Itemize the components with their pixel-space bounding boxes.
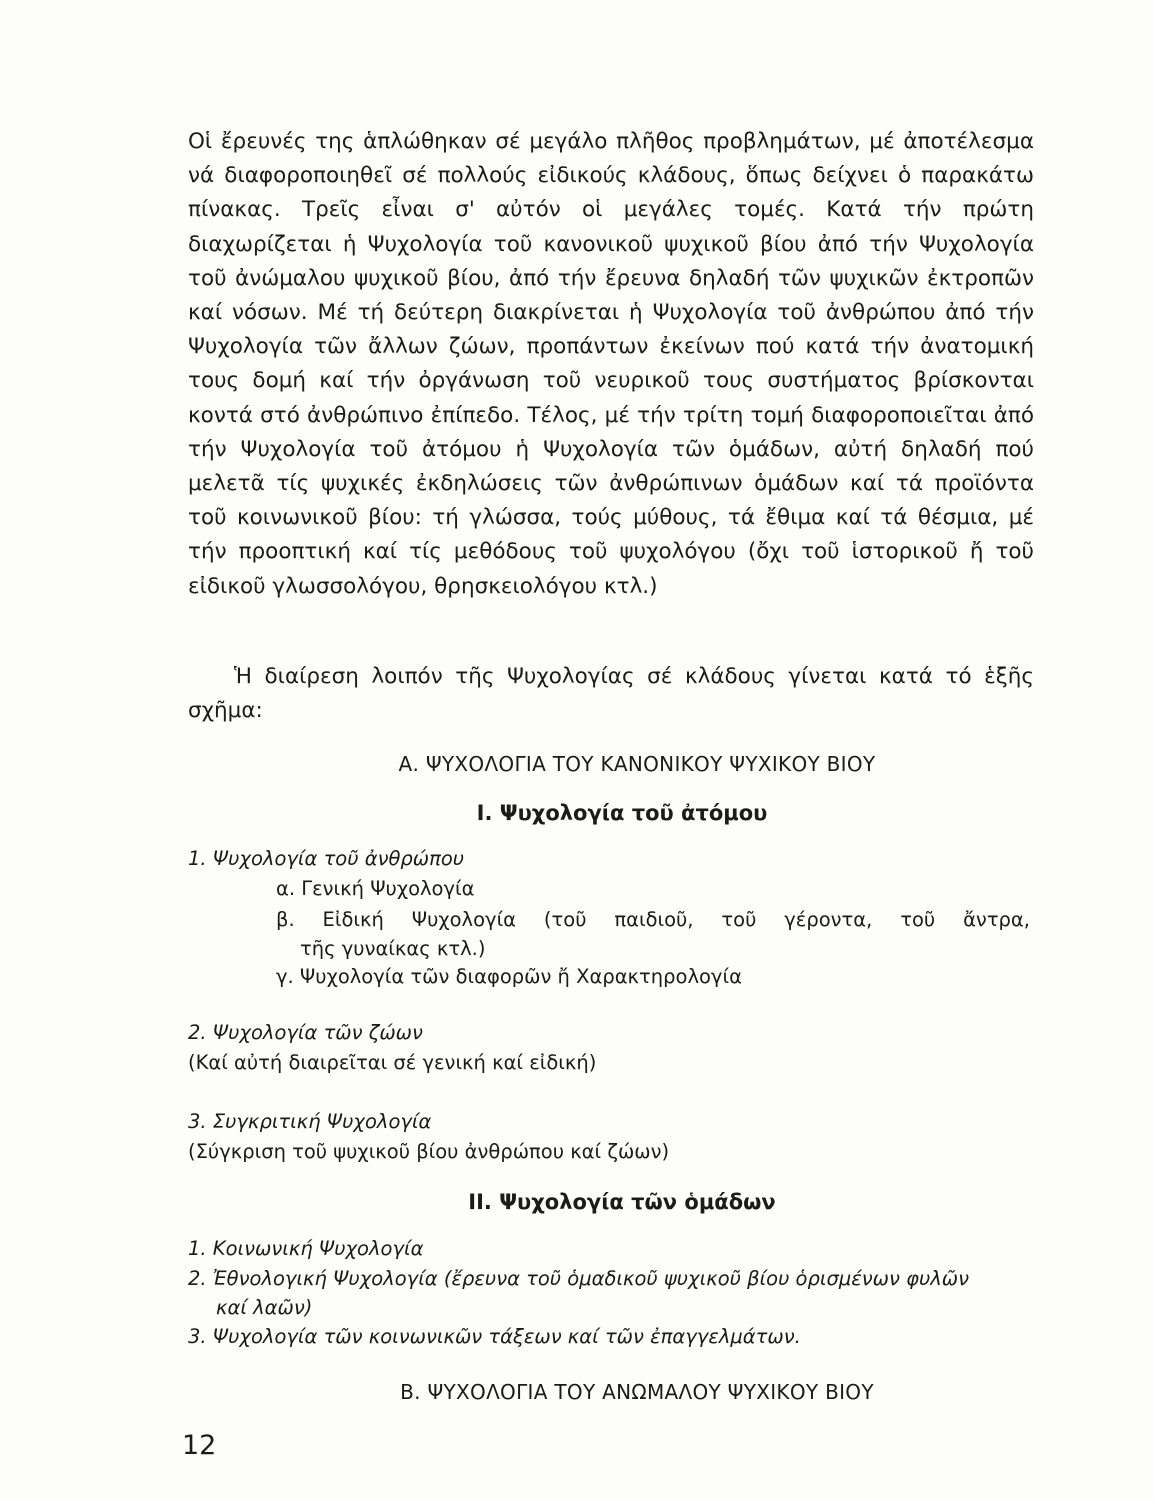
section-a-ii-heading: ΙΙ. Ψυχολογία τῶν ὁμάδων [468, 1190, 776, 1214]
section-b-heading: Β. ΨΥΧΟΛΟΓΙΑ ΤΟΥ ΑΝΩΜΑΛΟΥ ΨΥΧΙΚΟΥ ΒΙΟΥ [400, 1380, 874, 1404]
list-item-animal-psychology: 2. Ψυχολογία τῶν ζώων [188, 1021, 423, 1044]
list-subitem-general: α. Γενική Ψυχολογία [276, 877, 475, 900]
list-item-comparative-note: (Σύγκριση τοῦ ψυχικοῦ βίου ἀνθρώπου καί ζώων) [188, 1140, 670, 1163]
list-item-comparative: 3. Συγκριτική Ψυχολογία [188, 1110, 432, 1133]
list-item-human-psychology: 1. Ψυχολογία τοῦ ἀνθρώπου [188, 847, 465, 870]
list-item-ethnological-cont: καί λαῶν) [216, 1296, 313, 1319]
list-item-animal-note: (Καί αὐτή διαιρεῖται σέ γενική καί εἰδική) [188, 1051, 597, 1074]
page-number: 12 [182, 1430, 217, 1461]
list-subitem-characterology: γ. Ψυχολογία τῶν διαφορῶν ἤ Χαρακτηρολογία [276, 965, 742, 988]
list-subitem-special-cont: τῆς γυναίκας κτλ.) [300, 937, 486, 960]
list-item-ethnological: 2. Ἐθνολογική Ψυχολογία (ἔρευνα τοῦ ὁμαδικοῦ ψυχικοῦ βίου ὁρισμένων φυλῶν [188, 1267, 969, 1290]
division-paragraph: Ἡ διαίρεση λοιπόν τῆς Ψυχολογίας σέ κλάδους γίνεται κατά τό ἑξῆς σχῆμα: [188, 664, 1034, 724]
list-subitem-special: β. Εἰδική Ψυχολογία (τοῦ παιδιοῦ, τοῦ γέροντα, τοῦ ἄντρα, [276, 908, 1030, 931]
list-item-classes-professions: 3. Ψυχολογία τῶν κοινωνικῶν τάξεων καί τῶν ἐπαγγελμάτων. [188, 1325, 801, 1348]
list-item-social: 1. Κοινωνική Ψυχολογία [188, 1237, 424, 1260]
section-a-heading: Α. ΨΥΧΟΛΟΓΙΑ ΤΟΥ ΚΑΝΟΝΙΚΟΥ ΨΥΧΙΚΟΥ ΒΙΟΥ [398, 752, 876, 776]
intro-paragraph: Οἱ ἔρευνές της ἁπλώθηκαν σέ μεγάλο πλῆθος προβλημάτων, μέ ἀποτέλεσμα νά διαφοροποιηθεῖ σέ πολλούς εἰδικούς κλάδους, ὅπως δείχνει ὁ παρακάτω πίνακας. Τρεῖς εἶναι σ' αὐτόν οἱ μεγάλες τομές. Κατά τήν πρώτη διαχωρίζεται ἡ Ψυχολογία τοῦ κανονικοῦ ψυχικοῦ βίου ἀπό τήν Ψυχολογία τοῦ ἀνώμαλου ψυχικοῦ βίου, ἀπό τήν ἔρευνα δηλαδή τῶν ψυχικῶν ἐκτροπῶν καί νόσων. Μέ τή δεύτερη διακρίνεται ἡ Ψυχολογία τοῦ ἀνθρώπου ἀπό τήν Ψυχολογία τῶν ἄλλων ζώων, προπάντων ἐκείνων πού κατά τήν ἀνατομική τους δομή καί τήν ὀργάνωση τοῦ νευρικοῦ τους συστήματος βρίσκονται κοντά στό ἀνθρώπινο ἐπίπεδο. Τέλος, μέ τήν τρίτη τομή διαφοροποιεῖται ἀπό τήν Ψυχολογία τοῦ ἀτόμου ἡ Ψυχολογία τῶν ὁμάδων, αὐτή δηλαδή πού μελετᾶ τίς ψυχικές ἐκδηλώσεις τῶν ἀνθρώπινων ὁμάδων καί τά προϊόντα τοῦ κοινωνικοῦ βίου: τή γλώσσα, τούς μύθους, τά ἔθιμα καί τά θέσμια, μέ τήν προοπτική καί τίς μεθόδους τοῦ ψυχολόγου (ὄχι τοῦ ἱστορικοῦ ἤ τοῦ εἰδικοῦ γλωσσολόγου, θρησκειολόγου κτλ.) [188, 129, 1034, 599]
section-a-i-heading: Ι. Ψυχολογία τοῦ ἀτόμου [476, 801, 768, 825]
